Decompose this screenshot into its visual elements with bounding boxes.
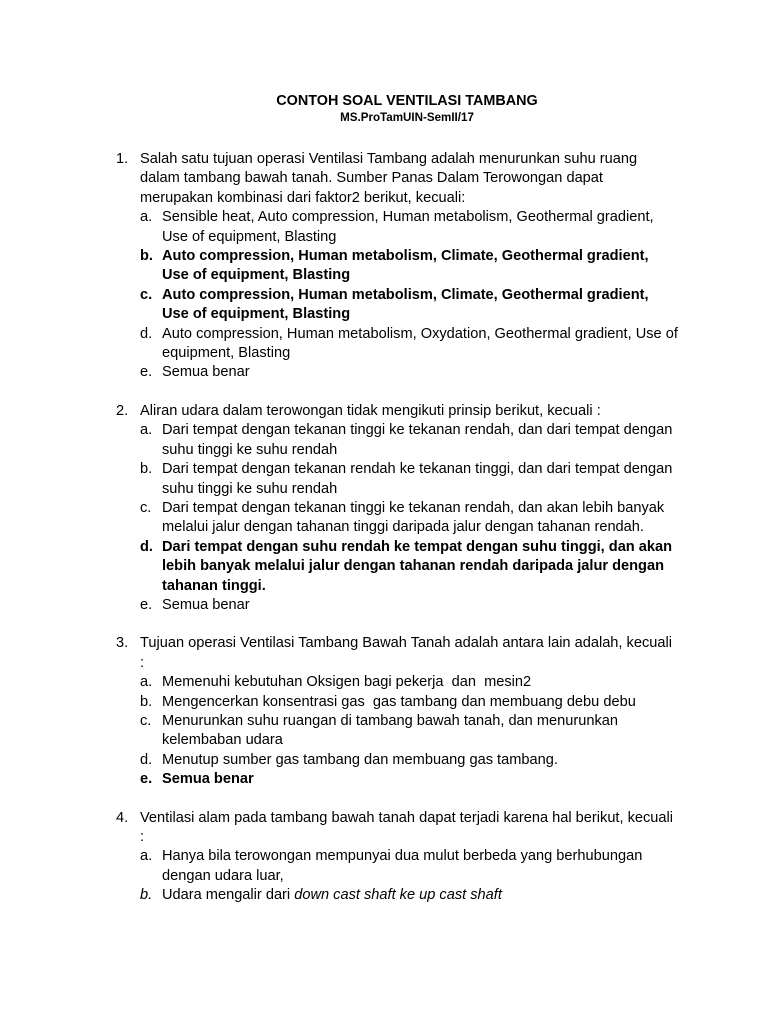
option-text: Sensible heat, Auto compression, Human metabolism, Geothermal gradient, Use of equipment, Blasting	[162, 209, 654, 245]
document-title: CONTOH SOAL VENTILASI TAMBANG	[276, 93, 538, 109]
option-letter: b.	[140, 693, 153, 710]
option-text: Semua benar	[162, 364, 250, 381]
option-letter: b.	[140, 248, 153, 265]
option-letter: e.	[140, 596, 153, 613]
option-text: Auto compression, Human metabolism, Climate, Geothermal gradient, Use of equipment, Blasting	[162, 286, 649, 323]
option-list	[140, 673, 678, 789]
option-text: Mengencerkan konsentrasi gas gas tambang dan membuang debu debu	[162, 693, 636, 710]
option-text: Auto compression, Human metabolism, Climate, Geothermal gradient, Use of equipment, Blasting	[162, 248, 649, 284]
question-3	[116, 634, 678, 789]
question-number: 2.	[116, 402, 129, 419]
question-number: 3.	[116, 635, 129, 652]
option-text: Menutup sumber gas tambang dan membuang gas tambang.	[162, 751, 558, 768]
option-text: Dari tempat dengan tekanan tinggi ke tekanan rendah, dan akan lebih banyak melalui jalur dengan tahanan tinggi daripada jalur dengan tahanan rendah.	[162, 499, 665, 536]
option-text: Dari tempat dengan suhu rendah ke tempat dengan suhu tinggi, dan akan lebih banyak melalui jalur dengan tahanan rendah daripada jalur dengan tahanan tinggi.	[162, 538, 673, 594]
option-text: Memenuhi kebutuhan Oksigen bagi pekerja dan mesin2	[162, 674, 532, 691]
option-letter: e.	[140, 771, 153, 788]
question-text: Salah satu tujuan operasi Ventilasi Tambang adalah menurunkan suhu ruang dalam tambang bawah tanah. Sumber Panas Dalam Terowongan dapat merupakan kombinasi dari faktor2 berikut, kecuali:	[140, 151, 638, 206]
option-letter: a.	[140, 674, 153, 691]
question-list	[116, 150, 678, 906]
option-letter: a.	[140, 848, 153, 865]
document-subtitle: MS.ProTamUIN-SemII/17	[340, 111, 474, 124]
option-a	[140, 208, 678, 247]
option-letter: a.	[140, 209, 153, 226]
option-letter: c.	[140, 712, 152, 729]
option-letter: b.	[140, 887, 153, 904]
option-letter: b.	[140, 461, 153, 478]
question-number: 1.	[116, 151, 129, 167]
option-letter: d.	[140, 751, 153, 768]
option-text: Menurunkan suhu ruangan di tambang bawah tanah, dan menurunkan kelembaban udara	[162, 712, 618, 749]
option-text-italic: down cast shaft ke up cast shaft	[294, 887, 502, 904]
option-text: Dari tempat dengan tekanan tinggi ke tekanan rendah, dan dari tempat dengan suhu tinggi ke suhu rendah	[162, 422, 673, 458]
option-letter: c.	[140, 499, 152, 516]
option-d	[140, 538, 678, 596]
option-a	[140, 421, 678, 460]
option-text: Semua benar	[162, 771, 254, 788]
option-list	[140, 847, 678, 905]
question-text: Aliran udara dalam terowongan tidak mengikuti prinsip berikut, kecuali :	[140, 402, 601, 419]
option-b	[140, 886, 678, 905]
option-d	[140, 751, 678, 770]
option-letter: a.	[140, 422, 153, 439]
option-b	[140, 247, 678, 286]
question-4	[116, 809, 678, 906]
question-1	[116, 150, 678, 383]
option-a	[140, 847, 678, 886]
option-c	[140, 286, 678, 325]
option-d	[140, 325, 678, 364]
option-letter: d.	[140, 325, 153, 342]
option-list	[140, 208, 678, 383]
option-e	[140, 770, 678, 789]
option-text: Hanya bila terowongan mempunyai dua mulut berbeda yang berhubungan dengan udara luar,	[162, 848, 643, 884]
question-text: Ventilasi alam pada tambang bawah tanah dapat terjadi karena hal berikut, kecuali :	[140, 809, 674, 845]
option-a	[140, 673, 678, 692]
option-list	[140, 421, 678, 615]
option-text: Auto compression, Human metabolism, Oxydation, Geothermal gradient, Use of equipment, Blasting	[162, 325, 678, 362]
option-letter: c.	[140, 286, 153, 303]
option-text: Semua benar	[162, 596, 250, 613]
option-letter: d.	[140, 538, 153, 555]
option-text: Udara mengalir dari	[162, 887, 295, 904]
option-b	[140, 693, 678, 712]
option-letter: e.	[140, 364, 153, 381]
option-b	[140, 460, 678, 499]
question-2	[116, 402, 678, 615]
option-c	[140, 499, 678, 538]
option-c	[140, 712, 678, 751]
question-number: 4.	[116, 809, 129, 826]
option-e	[140, 363, 678, 382]
option-e	[140, 596, 678, 615]
option-text: Dari tempat dengan tekanan rendah ke tekanan tinggi, dan dari tempat dengan suhu tinggi ke suhu rendah	[162, 461, 673, 497]
question-text: Tujuan operasi Ventilasi Tambang Bawah Tanah adalah antara lain adalah, kecuali :	[140, 635, 672, 671]
